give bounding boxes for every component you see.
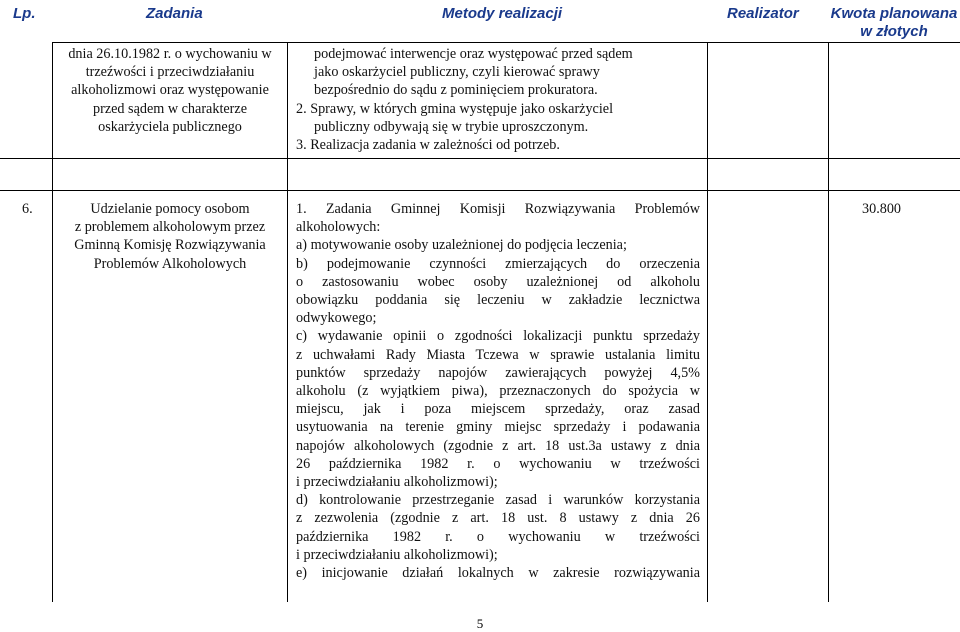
method-line: o zastosowaniu wobec osoby uzależnionej od alkoholu bbox=[296, 273, 700, 290]
method-line: z zezwolenia (zgodnie z art. 18 ust. 8 ustawy z dnia 26 bbox=[296, 510, 700, 527]
table-header bbox=[0, 0, 960, 42]
row-separator bbox=[0, 158, 960, 159]
task-line: Udzielanie pomocy osobom bbox=[90, 201, 250, 217]
page-number: 5 bbox=[476, 616, 484, 631]
task-line: przed sądem w charakterze bbox=[93, 100, 247, 117]
task-line: Problemów Alkoholowych bbox=[93, 255, 247, 272]
method-line: i przeciwdziałaniu alkoholizmowi); bbox=[296, 546, 498, 563]
task-line: oskarżyciela publicznego bbox=[98, 118, 242, 135]
method-line: 26 października 1982 r. o wychowaniu w trzeźwości bbox=[296, 455, 700, 472]
column-divider bbox=[52, 42, 53, 602]
method-line: miejscu, jak i poza miejscem sprzedaży, oraz zasad bbox=[296, 401, 700, 418]
header-kwota bbox=[828, 5, 960, 41]
header-lp: Lp. bbox=[13, 5, 36, 22]
method-line: obowiązku poddania się leczeniu w zakładzie lecznictwa bbox=[296, 292, 700, 309]
method-line: punktów sprzedaży napojów zawierających powyżej 4,5% bbox=[296, 364, 700, 381]
method-line: publiczny odbywają się w trybie uproszczonym. bbox=[314, 118, 589, 135]
method-line: c) wydawanie opinii o zgodności lokalizacji punktu sprzedaży bbox=[296, 328, 700, 345]
method-line: napojów alkoholowych (zgodnie z art. 18 ust.3a ustawy z dnia bbox=[296, 437, 700, 454]
method-line: a) motywowanie osoby uzależnionej do podjęcia leczenia; bbox=[296, 237, 627, 254]
column-divider bbox=[707, 42, 708, 602]
row-1-task bbox=[56, 45, 284, 136]
method-line: odwykowego; bbox=[296, 310, 377, 327]
method-line: 3. Realizacja zadania w zależności od potrzeb. bbox=[296, 137, 560, 154]
header-zadania: Zadania bbox=[146, 5, 203, 22]
header-bottom-rule bbox=[52, 42, 960, 43]
method-line: alkoholowych: bbox=[296, 219, 381, 236]
header-kwota-line2: w złotych bbox=[860, 23, 928, 40]
task-line: z problemem alkoholowym przez bbox=[74, 219, 266, 236]
row-2-methods bbox=[296, 200, 700, 582]
method-line: b) podejmowanie czynności zmierzających do orzeczenia bbox=[296, 255, 700, 272]
row-2-number: 6. bbox=[22, 201, 33, 217]
header-realizator: Realizator bbox=[727, 5, 799, 22]
task-line: alkoholizmowi oraz występowanie bbox=[71, 82, 269, 99]
row-2-task bbox=[56, 200, 284, 273]
task-line: trzeźwości i przeciwdziałaniu bbox=[85, 64, 255, 81]
method-line: usytuowania na terenie gminy miejsc sprzedaży i podawania bbox=[296, 419, 700, 436]
row-1-methods bbox=[296, 45, 704, 154]
method-line: i przeciwdziałaniu alkoholizmowi); bbox=[296, 474, 498, 491]
method-line: października 1982 r. o wychowaniu w trzeźwości bbox=[296, 528, 700, 545]
method-line: jako oskarżyciel publiczny, czyli kierować sprawy bbox=[314, 64, 600, 81]
column-divider bbox=[287, 42, 288, 602]
method-line: e) inicjowanie działań lokalnych w zakresie rozwiązywania bbox=[296, 565, 700, 582]
method-line: 1. Zadania Gminnej Komisji Rozwiązywania Problemów bbox=[296, 201, 700, 217]
task-line: Gminną Komisję Rozwiązywania bbox=[74, 237, 266, 254]
method-line: d) kontrolowanie przestrzeganie zasad i warunków korzystania bbox=[296, 492, 700, 509]
task-line: dnia 26.10.1982 r. o wychowaniu w bbox=[68, 46, 272, 62]
method-line: z uchwałami Rady Miasta Tczewa w sprawie ustalania limitu bbox=[296, 346, 700, 363]
header-kwota-line1: Kwota planowana bbox=[830, 5, 958, 22]
header-metody: Metody realizacji bbox=[442, 5, 563, 22]
method-line: podejmować interwencje oraz występować przed sądem bbox=[314, 46, 633, 62]
row-separator bbox=[0, 190, 960, 191]
row-2-amount: 30.800 bbox=[862, 201, 902, 217]
method-line: bezpośrednio do sądu z pominięciem prokuratora. bbox=[314, 82, 598, 99]
column-divider bbox=[828, 42, 829, 602]
method-line: alkoholu (z wyjątkiem piwa), przeznaczonych do spożycia w bbox=[296, 383, 700, 400]
method-line: 2. Sprawy, w których gmina występuje jako oskarżyciel bbox=[296, 100, 614, 117]
